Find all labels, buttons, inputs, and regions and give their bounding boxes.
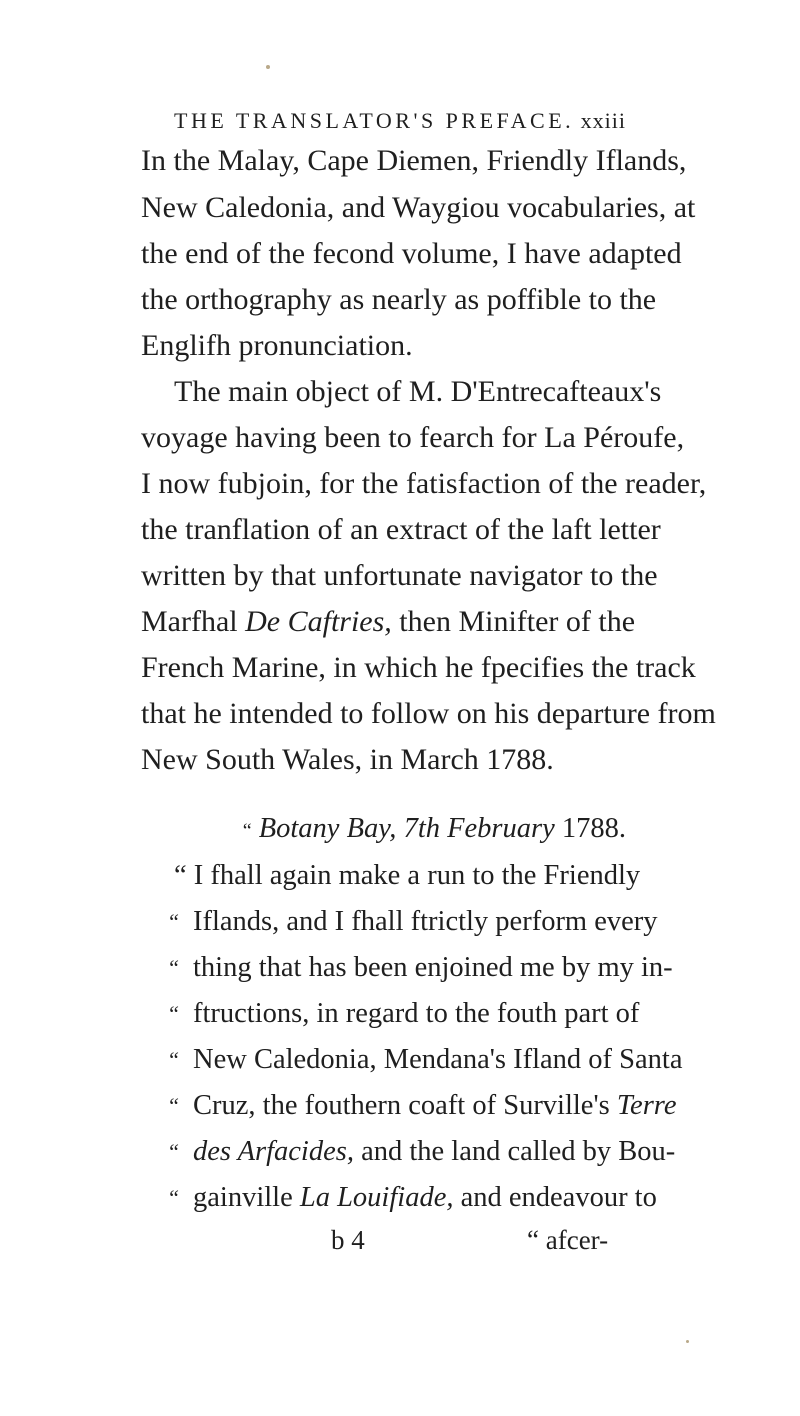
letter-line: New Caledonia, Mendana's Ifland of Santa	[193, 1044, 683, 1075]
text-line: I now fubjoin, for the fatisfaction of the reader,	[141, 467, 707, 500]
letter-line: Iflands, and I fhall ftrictly perform every	[193, 906, 658, 937]
quote-mark: “	[167, 1001, 180, 1026]
letter-line: “ I fhall again make a run to the Friendly	[174, 860, 641, 891]
letter-line	[193, 1180, 657, 1216]
quote-mark: “	[167, 909, 180, 934]
text-line: that he intended to follow on his departure from	[141, 697, 716, 730]
signature-mark: b 4	[331, 1225, 365, 1255]
text-line: New South Wales, in March 1788.	[141, 743, 554, 776]
text-run: Cruz, the fouthern coaft of Surville's	[193, 1090, 610, 1121]
dateline-date: 7th February	[403, 813, 555, 844]
letter-line: ftructions, in regard to the fouth part of	[193, 998, 640, 1029]
text-line: French Marine, in which he fpecifies the track	[141, 651, 696, 684]
letter-line: thing that has been enjoined me by my in-	[193, 952, 673, 983]
dateline-year: 1788.	[561, 813, 626, 844]
text-run: and endeavour to	[460, 1182, 657, 1213]
text-line: the tranflation of an extract of the laft letter	[141, 513, 661, 546]
italic-name: des Arfacides,	[193, 1136, 354, 1167]
letter-dateline	[193, 811, 626, 849]
paper-speck	[266, 65, 270, 69]
text-line: written by that unfortunate navigator to the	[141, 559, 658, 592]
text-line: Englifh pronunciation.	[141, 329, 413, 362]
italic-name: De Caftries,	[245, 605, 392, 638]
quote-mark: “	[167, 1185, 180, 1210]
quote-mark: “	[167, 955, 180, 980]
quote-mark: “	[167, 1093, 180, 1118]
quote-mark: “	[167, 1139, 180, 1164]
dateline-place: Botany Bay,	[258, 813, 397, 844]
text-run: and the land called by Bou-	[361, 1136, 676, 1167]
letter-line	[193, 1134, 676, 1170]
italic-name: Terre	[616, 1090, 677, 1121]
text-line: voyage having been to fearch for La Péroufe,	[141, 421, 685, 454]
text-line: The main object of M. D'Entrecafteaux's	[174, 375, 662, 408]
text-line	[141, 604, 636, 640]
quote-mark: “	[167, 1047, 180, 1072]
text-line: the end of the fecond volume, I have adapted	[141, 237, 682, 270]
text-line: the orthography as nearly as poffible to the	[141, 283, 657, 316]
text-line: New Caledonia, and Waygiou vocabularies, at	[141, 191, 696, 224]
page-number: xxiii	[580, 108, 626, 133]
catchword: “ afcer-	[527, 1225, 609, 1255]
text-line: In the Malay, Cape Diemen, Friendly Iflands,	[141, 144, 687, 177]
text-run: gainville	[193, 1182, 293, 1213]
paper-speck	[686, 1340, 689, 1343]
italic-name: La Louifiade,	[299, 1182, 454, 1213]
running-header	[174, 108, 626, 134]
running-title: THE TRANSLATOR'S PREFACE.	[174, 108, 575, 133]
text-run: then Minifter of the	[399, 605, 636, 638]
text-run: Marfhal	[141, 605, 238, 638]
letter-line	[193, 1088, 677, 1124]
quote-mark: “	[242, 820, 252, 842]
